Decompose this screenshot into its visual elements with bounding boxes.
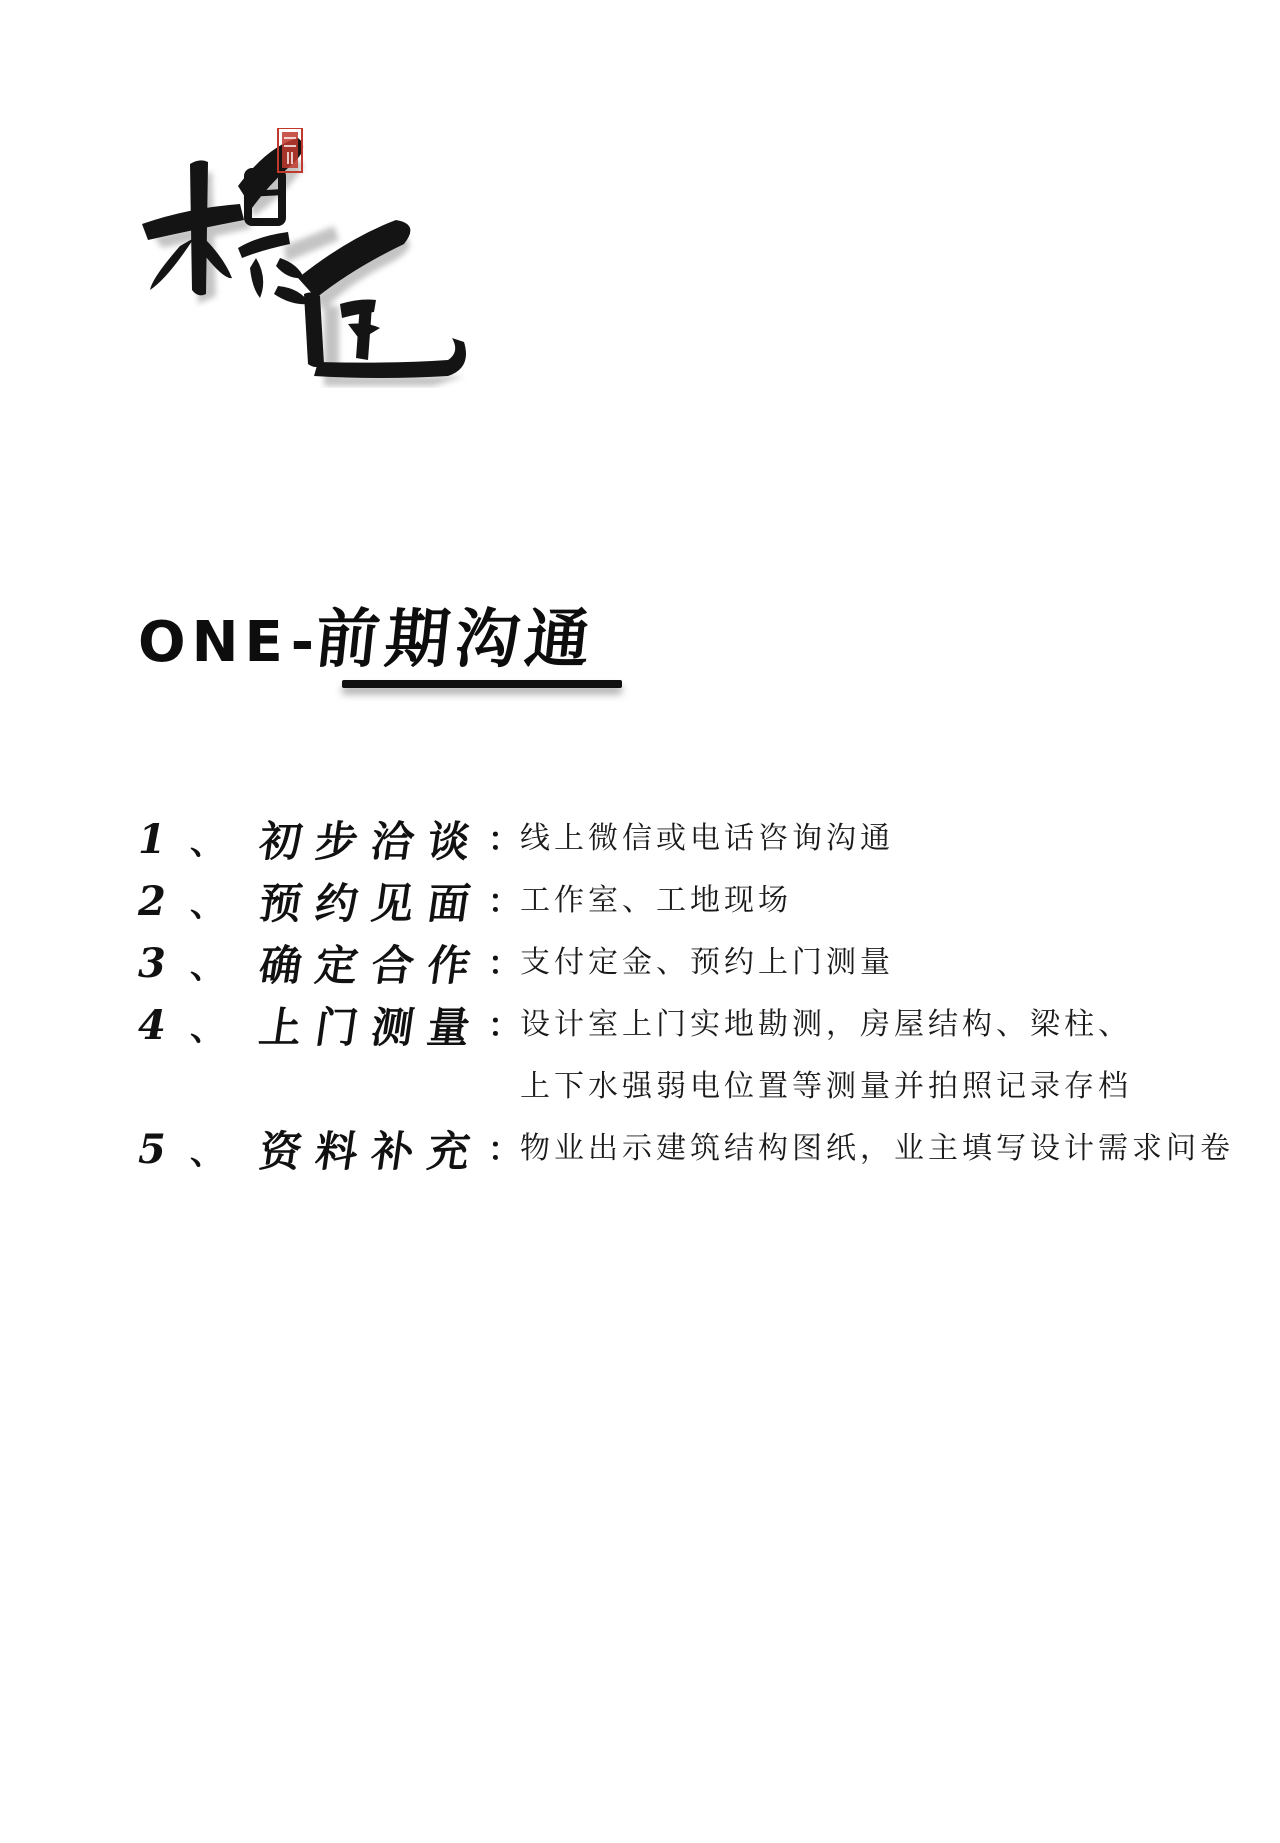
- step-label: 初步洽谈: [256, 817, 488, 866]
- step-description-line: 设计室上门实地勘测，房屋结构、梁柱、: [520, 1007, 1132, 1042]
- step-separator: 、: [190, 1008, 224, 1049]
- step-label: 资料补充: [256, 1127, 488, 1176]
- step-colon: ：: [488, 944, 521, 982]
- step-colon: ：: [488, 1006, 521, 1044]
- step-head: [138, 1118, 488, 1180]
- step-head: [138, 932, 488, 994]
- step-colon: ：: [488, 882, 521, 920]
- step-number: 3: [138, 939, 166, 987]
- steps-list: [138, 808, 1258, 1180]
- step-number: 2: [138, 877, 166, 925]
- step-description: [520, 808, 1258, 870]
- section-prefix: ONE: [138, 610, 289, 675]
- step-number: 4: [138, 1001, 166, 1049]
- brand-logo: [128, 128, 468, 388]
- step-description-line: 支付定金、预约上门测量: [520, 945, 894, 980]
- step-number: 1: [138, 815, 166, 863]
- section-heading: 前期沟通: [311, 602, 600, 677]
- step-separator: 、: [190, 946, 224, 987]
- calligraphy-logo-graphic: [128, 128, 468, 388]
- list-item: [138, 1118, 1258, 1180]
- step-separator: 、: [190, 1132, 224, 1173]
- step-head: [138, 870, 488, 932]
- list-item: [138, 994, 1258, 1118]
- step-separator: 、: [190, 822, 224, 863]
- step-label: 上门测量: [256, 1003, 488, 1052]
- step-description: [520, 994, 1258, 1118]
- title-underline: [342, 680, 622, 688]
- step-head: [138, 808, 488, 870]
- list-item: [138, 870, 1258, 932]
- step-number: 5: [138, 1125, 166, 1173]
- step-description-line: 线上微信或电话咨询沟通: [520, 821, 894, 856]
- section-dash: -: [290, 610, 314, 675]
- list-item: [138, 808, 1258, 870]
- step-description: [520, 932, 1258, 994]
- step-description: [520, 1118, 1258, 1180]
- step-label: 确定合作: [256, 941, 488, 990]
- section-title: [138, 588, 600, 677]
- step-head: [138, 994, 488, 1056]
- step-label: 预约见面: [256, 879, 488, 928]
- step-separator: 、: [190, 884, 224, 925]
- step-description-line: 工作室、工地现场: [520, 883, 792, 918]
- step-colon: ：: [488, 1130, 521, 1168]
- step-description-line: 上下水强弱电位置等测量并拍照记录存档: [520, 1069, 1132, 1104]
- step-description-line: 物业出示建筑结构图纸，业主填写设计需求问卷: [520, 1131, 1234, 1166]
- list-item: [138, 932, 1258, 994]
- step-description: [520, 870, 1258, 932]
- step-colon: ：: [488, 820, 521, 858]
